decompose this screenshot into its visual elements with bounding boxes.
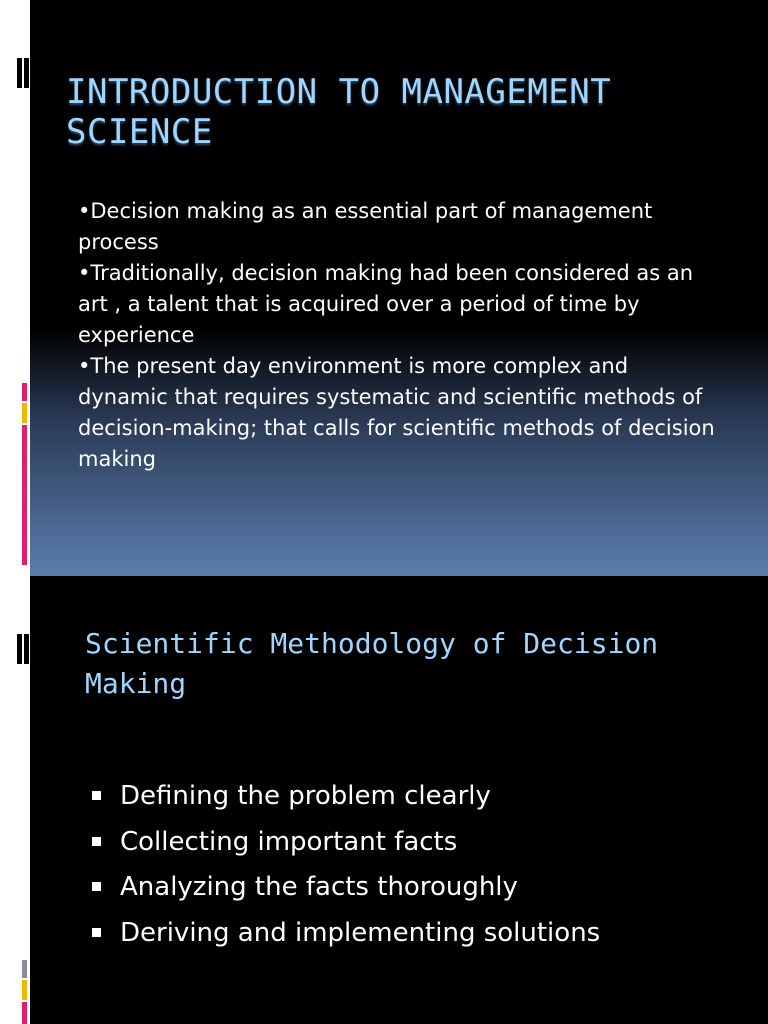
edge-mark-yellow — [22, 403, 27, 423]
slide-2-edge-marks — [0, 576, 30, 1024]
slide-1-title: INTRODUCTION TO MANAGEMENT SCIENCE — [66, 72, 612, 152]
slide-1 — [30, 0, 768, 576]
edge-mark-bar — [24, 58, 29, 88]
list-item — [92, 820, 752, 866]
square-bullet-icon — [92, 791, 101, 800]
list-item-text: Deriving and implementing solutions — [120, 917, 601, 948]
edge-mark-pink — [22, 425, 27, 565]
slide-1-paragraph: •Traditionally, decision making had been considered as an art , a talent that is acquired over a period of time by experience — [78, 261, 694, 347]
list-item-text: Collecting important facts — [120, 826, 458, 857]
list-item-text: Defining the problem clearly — [120, 781, 491, 811]
list-item — [92, 865, 752, 911]
edge-mark-grey — [22, 960, 27, 978]
edge-mark-yellow — [22, 980, 27, 1000]
edge-mark-pink — [22, 383, 27, 401]
slide-1-body — [78, 196, 718, 475]
edge-mark-bar — [17, 58, 22, 88]
square-bullet-icon — [92, 928, 101, 937]
edge-mark-bar — [17, 634, 22, 664]
slide-1-paragraph: •The present day environment is more complex and dynamic that requires systematic and scientific methods of decision-making; that calls for scientific methods of decision making — [78, 354, 715, 471]
slide-2 — [30, 576, 768, 1024]
list-item-text: Analyzing the facts thoroughly — [120, 872, 518, 902]
slide-1-paragraph: •Decision making as an essential part of management process — [78, 199, 653, 254]
slide-2-bullet-list — [92, 774, 752, 956]
slide-2-title: Scientific Methodology of Decision Making — [85, 627, 659, 700]
list-item — [92, 774, 752, 820]
edge-mark-pink — [22, 1002, 27, 1024]
square-bullet-icon — [92, 837, 101, 846]
edge-mark-bar — [24, 634, 29, 664]
slide-1-edge-marks — [0, 0, 30, 576]
square-bullet-icon — [92, 882, 101, 891]
list-item — [92, 911, 752, 957]
